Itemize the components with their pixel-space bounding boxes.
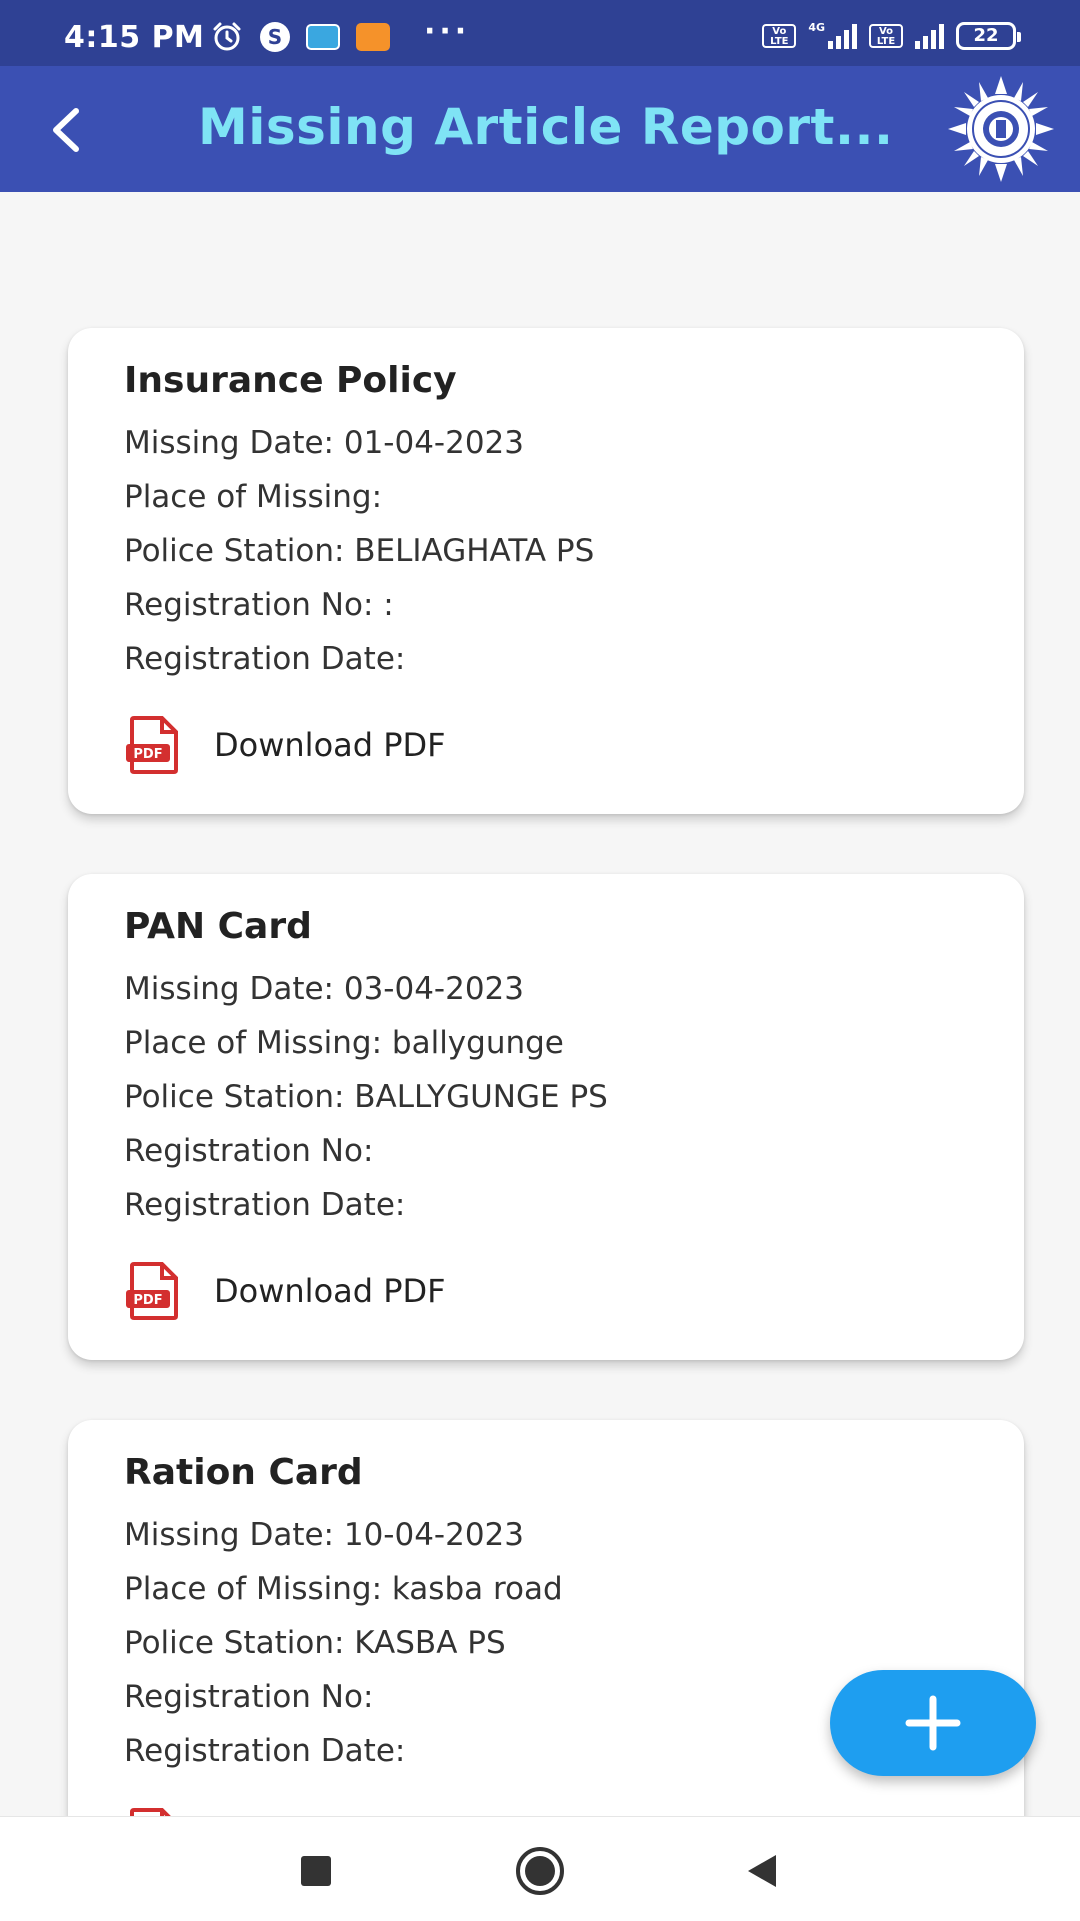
network-type: 4G bbox=[808, 21, 825, 34]
police-station: Police Station: BALLYGUNGE PS bbox=[124, 1079, 608, 1115]
download-label: Download PDF bbox=[214, 726, 446, 764]
registration-no: Registration No: bbox=[124, 1133, 374, 1169]
status-icons-right bbox=[762, 22, 1016, 50]
app-bar bbox=[0, 66, 1080, 192]
place-of-missing: Place of Missing: ballygunge bbox=[124, 1025, 564, 1061]
place-of-missing: Place of Missing: kasba road bbox=[124, 1571, 563, 1607]
more-dots-icon: ··· bbox=[424, 13, 471, 49]
registration-date: Registration Date: bbox=[124, 1187, 406, 1223]
orange-app-icon bbox=[356, 22, 390, 52]
police-emblem-icon bbox=[946, 74, 1056, 184]
battery-icon: 22 bbox=[956, 22, 1016, 50]
status-bar bbox=[0, 0, 1080, 66]
plus-icon bbox=[903, 1693, 963, 1753]
report-title: Ration Card bbox=[124, 1452, 363, 1493]
place-of-missing: Place of Missing: bbox=[124, 479, 383, 515]
system-nav-bar bbox=[0, 1816, 1080, 1921]
home-button[interactable] bbox=[512, 1843, 568, 1899]
report-title: PAN Card bbox=[124, 906, 312, 947]
skype-icon: S bbox=[260, 22, 290, 52]
registration-no: Registration No: bbox=[124, 1679, 374, 1715]
report-card[interactable] bbox=[68, 874, 1024, 1360]
registration-no: Registration No: : bbox=[124, 587, 394, 623]
police-station: Police Station: BELIAGHATA PS bbox=[124, 533, 595, 569]
missing-date: Missing Date: 10-04-2023 bbox=[124, 1517, 525, 1553]
report-title: Insurance Policy bbox=[124, 360, 457, 401]
report-card[interactable] bbox=[68, 328, 1024, 814]
volte-icon: Vo LTE bbox=[762, 24, 796, 48]
download-pdf-button[interactable] bbox=[124, 1260, 968, 1322]
volte-icon-2: Vo LTE bbox=[869, 24, 903, 48]
police-station: Police Station: KASBA PS bbox=[124, 1625, 506, 1661]
signal-icon bbox=[808, 23, 857, 49]
back-triangle-icon bbox=[742, 1851, 782, 1891]
chevron-left-icon bbox=[44, 105, 88, 155]
status-icons-left bbox=[210, 13, 471, 52]
status-time: 4:15 PM bbox=[64, 20, 205, 55]
registration-date: Registration Date: bbox=[124, 641, 406, 677]
recents-button[interactable] bbox=[288, 1843, 344, 1899]
pdf-icon-text: PDF bbox=[133, 747, 163, 762]
registration-date: Registration Date: bbox=[124, 1733, 406, 1769]
missing-date: Missing Date: 01-04-2023 bbox=[124, 425, 525, 461]
pdf-file-icon bbox=[124, 1260, 184, 1322]
download-label: Download PDF bbox=[214, 1272, 446, 1310]
signal-icon-2 bbox=[915, 23, 944, 49]
recents-square-icon bbox=[298, 1853, 334, 1889]
page-title: Missing Article Report... bbox=[198, 98, 894, 156]
pdf-icon-text: PDF bbox=[133, 1293, 163, 1308]
download-pdf-button[interactable] bbox=[124, 714, 968, 776]
add-report-button[interactable] bbox=[830, 1670, 1036, 1776]
back-nav-button[interactable] bbox=[734, 1843, 790, 1899]
alarm-icon bbox=[210, 22, 244, 52]
home-circle-icon bbox=[514, 1845, 566, 1897]
pdf-file-icon bbox=[124, 714, 184, 776]
card-app-icon bbox=[306, 22, 340, 52]
report-list[interactable] bbox=[0, 192, 1080, 1816]
missing-date: Missing Date: 03-04-2023 bbox=[124, 971, 525, 1007]
back-button[interactable] bbox=[30, 94, 102, 166]
